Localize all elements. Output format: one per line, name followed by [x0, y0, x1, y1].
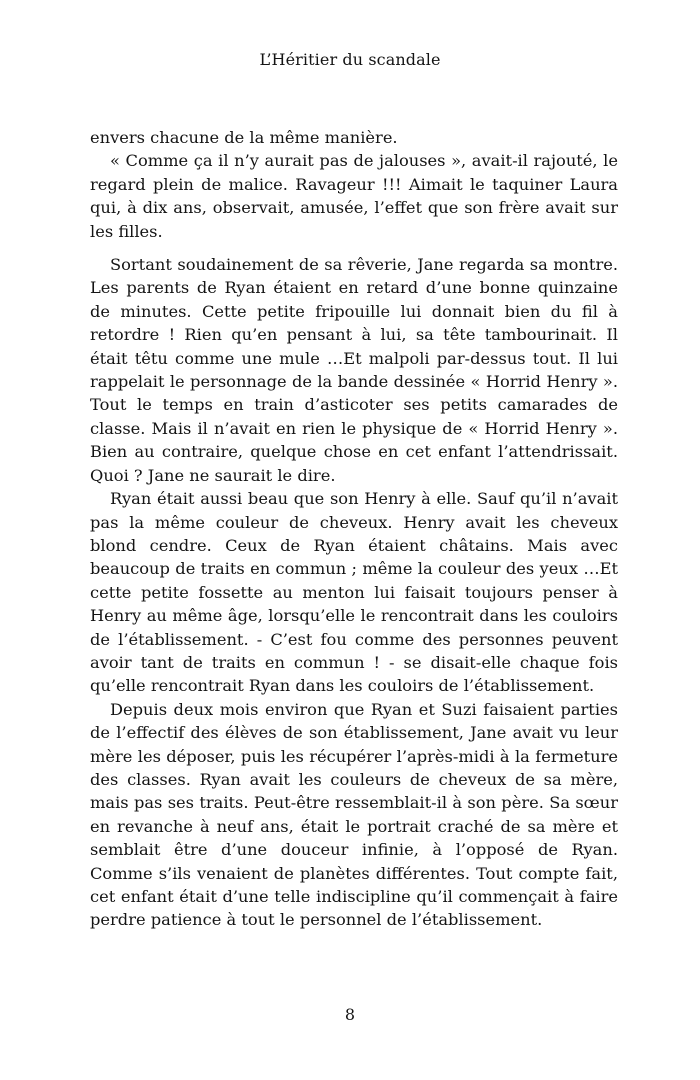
paragraph-continuation: envers chacune de la même manière.	[90, 128, 398, 147]
paragraph: Sortant soudainement de sa rêverie, Jane regarda sa montre. Les parents de Ryan étaient en retard d’une bonne quinzaine de minutes. Cette petite fripouille lui donnait bien du fil à retordre ! Rien qu’en pensant à lui, sa tête tambourinait. Il était têtu comme une mule …Et malpoli par-dessus tout. Il lui rappelait le personnage de la bande dessinée « Horrid Henry ». Tout le temps en train d’asticoter ses petits camarades de classe. Mais il n’avait en rien le physique de « Horrid Henry ». Bien au contraire, quelque chose en cet enfant l’attendrissait. Quoi ? Jane ne saurait le dire.	[90, 255, 618, 485]
body-text	[90, 126, 618, 932]
paragraph: « Comme ça il n’y aurait pas de jalouses », avait-il rajouté, le regard plein de malice. Ravageur !!! Aimait le taquiner Laura qui, à dix ans, observait, amusée, l’effet que son frère avait sur les filles.	[90, 151, 618, 241]
running-title: L’Héritier du scandale	[259, 50, 441, 69]
page-number: 8	[344, 1005, 356, 1024]
paragraph: Ryan était aussi beau que son Henry à elle. Sauf qu’il n’avait pas la même couleur de cheveux. Henry avait les cheveux blond cendre. Ceux de Ryan étaient châtains. Mais avec beaucoup de traits en commun ; même la couleur des yeux …Et cette petite fossette au menton lui faisait toujours penser à Henry au même âge, lorsqu’elle le rencontrait dans les couloirs de l’établissement. - C’est fou comme des personnes peuvent avoir tant de traits en commun ! - se disait-elle chaque fois qu’elle rencontrait Ryan dans les couloirs de l’établissement.	[90, 489, 618, 696]
paragraph: Depuis deux mois environ que Ryan et Suzi faisaient parties de l’effectif des élèves de son établissement, Jane avait vu leur mère les déposer, puis les récupérer l’après-midi à la fermeture des classes. Ryan avait les couleurs de cheveux de sa mère, mais pas ses traits. Peut-être ressemblait-il à son père. Sa sœur en revanche à neuf ans, était le portrait craché de sa mère et semblait être d’une douceur infinie, à l’opposé de Ryan. Comme s’ils venaient de planètes différentes. Tout compte fait, cet enfant était d’une telle indiscipline qu’il commençait à faire perdre patience à tout le personnel de l’établissement.	[90, 699, 618, 930]
